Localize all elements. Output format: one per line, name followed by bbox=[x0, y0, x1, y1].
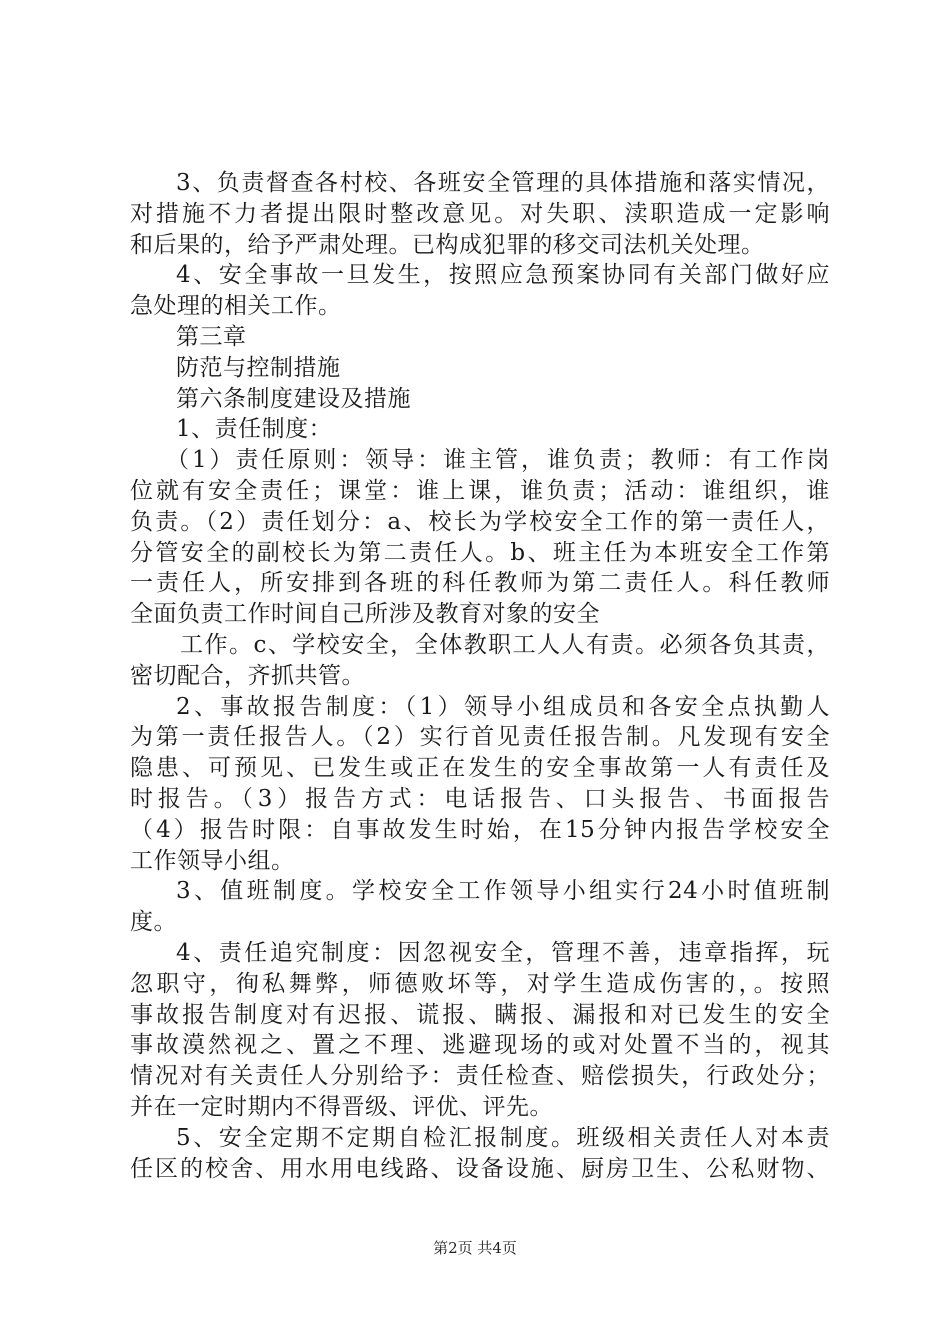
text-line: 和后果的，给予严肃处理。已构成犯罪的移交司法机关处理。 bbox=[130, 231, 765, 258]
text-line: 全面负责工作时间自己所涉及教育对象的安全 bbox=[130, 601, 600, 628]
text-line: 4、责任追究制度：因忽视安全，管理不善，违章指挥，玩 bbox=[176, 939, 830, 966]
text-line: （1）责任原则：领导：谁主管，谁负责；教师：有工作岗 bbox=[166, 447, 830, 474]
text-line: 事故漠然视之、置之不理、逃避现场的或对处置不当的，视其 bbox=[130, 1032, 830, 1059]
article-heading: 第六条制度建设及措施 bbox=[176, 385, 411, 412]
text-line: 为第一责任报告人。（2）实行首见责任报告制。凡发现有安全 bbox=[130, 724, 830, 751]
chapter-heading: 第三章 bbox=[176, 323, 247, 350]
text-line: 5、安全定期不定期自检汇报制度。班级相关责任人对本责 bbox=[176, 1124, 830, 1151]
text-line: 事故报告制度对有迟报、谎报、瞒报、漏报和对已发生的安全 bbox=[130, 1001, 830, 1028]
text-line: 对措施不力者提出限时整改意见。对失职、渎职造成一定影响 bbox=[130, 200, 830, 227]
text-line: 4、安全事故一旦发生，按照应急预案协同有关部门做好应 bbox=[176, 262, 830, 289]
text-line: 位就有安全责任；课堂：谁上课，谁负责；活动：谁组织，谁 bbox=[130, 477, 830, 504]
text-line: 3、值班制度。学校安全工作领导小组实行24小时值班制 bbox=[176, 878, 830, 905]
text-line: 任区的校舍、用水用电线路、设备设施、厨房卫生、公私财物、 bbox=[130, 1155, 830, 1182]
text-line: 分管安全的副校长为第二责任人。b、班主任为本班安全工作第 bbox=[130, 539, 830, 566]
text-line: 3、负责督查各村校、各班安全管理的具体措施和落实情况， bbox=[176, 170, 830, 196]
text-line: （4）报告时限：自事故发生时始，在15分钟内报告学校安全 bbox=[130, 816, 830, 843]
text-line: 急处理的相关工作。 bbox=[130, 293, 342, 320]
chapter-title: 防范与控制措施 bbox=[176, 354, 341, 381]
text-line: 隐患、可预见、已发生或正在发生的安全事故第一人有责任及 bbox=[130, 755, 830, 782]
text-line: 密切配合，齐抓共管。 bbox=[130, 662, 365, 689]
text-line: 工作领导小组。 bbox=[130, 847, 295, 874]
text-line: 度。 bbox=[130, 909, 177, 936]
text-line: 负责。（2）责任划分：a、校长为学校安全工作的第一责任人， bbox=[130, 508, 830, 535]
text-line: 1、责任制度： bbox=[176, 416, 333, 443]
page-footer: 第2页 共4页 bbox=[433, 1239, 517, 1257]
text-line: 情况对有关责任人分别给予：责任检查、赔偿损失，行政处分； bbox=[130, 1063, 830, 1090]
document-body bbox=[130, 168, 830, 1184]
text-line: 并在一定时期内不得晋级、评优、评先。 bbox=[130, 1093, 553, 1120]
text-line: 一责任人，所安排到各班的科任教师为第二责任人。科任教师 bbox=[130, 570, 830, 597]
text-line: 2、事故报告制度：（1）领导小组成员和各安全点执勤人 bbox=[176, 693, 830, 720]
text-line: 时报告。（3）报告方式：电话报告、口头报告、书面报告 bbox=[130, 785, 830, 812]
text-line: 忽职守，徇私舞弊，师德败坏等，对学生造成伤害的，。按照 bbox=[130, 970, 830, 997]
text-line: 工作。c、学校安全，全体教职工人人有责。必须各负其责， bbox=[180, 631, 830, 658]
